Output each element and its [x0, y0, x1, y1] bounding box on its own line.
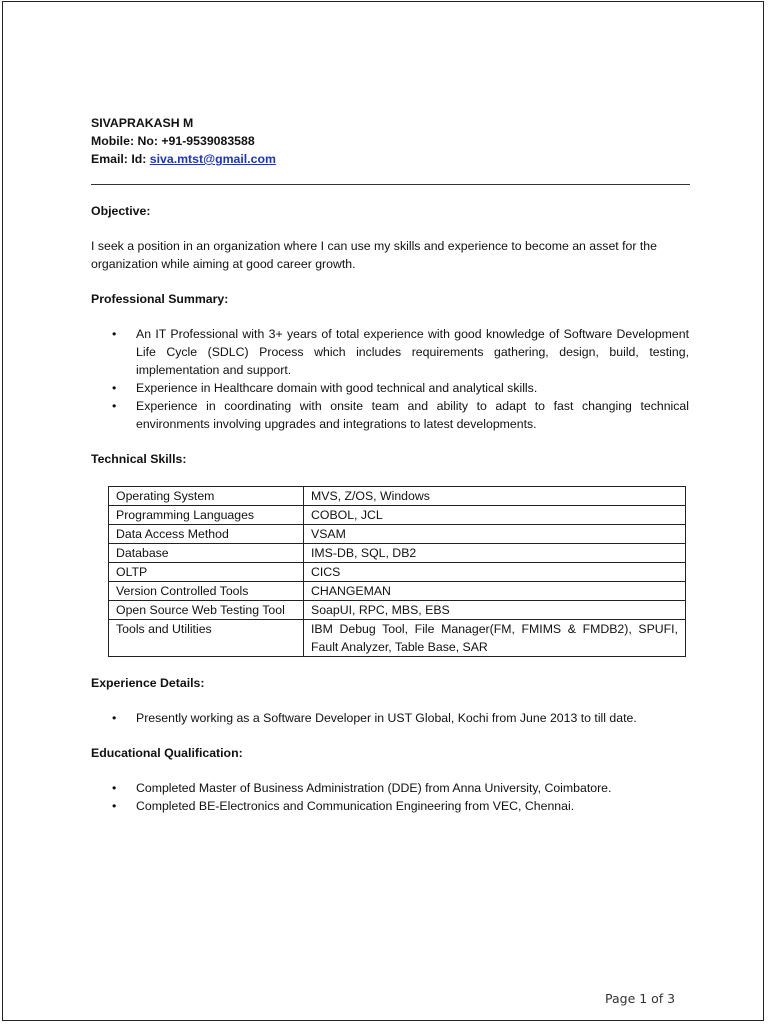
skill-category: Operating System: [109, 487, 304, 506]
skill-category: Database: [109, 544, 304, 563]
skill-value: SoapUI, RPC, MBS, EBS: [304, 601, 686, 620]
bullet-icon: •: [112, 781, 117, 795]
skill-value: IMS-DB, SQL, DB2: [304, 544, 686, 563]
list-item: [91, 709, 689, 727]
email-link[interactable]: siva.mtst@gmail.com: [149, 152, 276, 166]
skill-value: COBOL, JCL: [304, 506, 686, 525]
experience-heading: Experience Details:: [91, 676, 205, 690]
bullet-icon: •: [112, 327, 117, 341]
experience-item-text: Presently working as a Software Developer in UST Global, Kochi from June 2013 to till date.: [136, 711, 637, 725]
education-heading: Educational Qualification:: [91, 746, 243, 760]
skills-heading: Technical Skills:: [91, 452, 187, 466]
skill-category: Tools and Utilities: [109, 620, 304, 657]
skill-category: Data Access Method: [109, 525, 304, 544]
skill-value: IBM Debug Tool, File Manager(FM, FMIMS & FMDB2), SPUFI, Fault Analyzer, Table Base, SAR: [304, 620, 686, 657]
skill-category: Open Source Web Testing Tool: [109, 601, 304, 620]
skill-value: CICS: [304, 563, 686, 582]
bullet-icon: •: [112, 799, 117, 813]
table-row: [109, 525, 686, 544]
table-row: [109, 582, 686, 601]
bullet-icon: •: [112, 381, 117, 395]
table-row: [109, 563, 686, 582]
table-row: [109, 620, 686, 657]
list-item: [91, 797, 689, 815]
skill-value: CHANGEMAN: [304, 582, 686, 601]
summary-list: [91, 325, 689, 433]
objective-text: I seek a position in an organization where I can use my skills and experience to become an asset for the organization while aiming at good career growth.: [91, 239, 657, 271]
skill-category: Programming Languages: [109, 506, 304, 525]
header-divider: [91, 184, 690, 185]
summary-item-text: Experience in coordinating with onsite team and ability to adapt to fast changing technical environments involving upgrades and integrations to latest developments.: [136, 399, 689, 431]
mobile-number: Mobile: No: +91-9539083588: [91, 134, 255, 148]
summary-heading: Professional Summary:: [91, 292, 229, 306]
education-list: [91, 779, 689, 815]
candidate-name: SIVAPRAKASH M: [91, 116, 194, 130]
list-item: [91, 379, 689, 397]
summary-item-text: An IT Professional with 3+ years of total experience with good knowledge of Software Development Life Cycle (SDLC) Process which includes requirements gathering, design, build, testing, implementation and support.: [136, 327, 689, 377]
table-row: [109, 506, 686, 525]
list-item: [91, 779, 689, 797]
education-item-text: Completed Master of Business Administration (DDE) from Anna University, Coimbatore.: [136, 781, 612, 795]
skills-table: [108, 486, 686, 657]
skill-value: MVS, Z/OS, Windows: [304, 487, 686, 506]
education-item-text: Completed BE-Electronics and Communication Engineering from VEC, Chennai.: [136, 799, 575, 813]
bullet-icon: •: [112, 399, 117, 413]
experience-list: [91, 709, 689, 727]
table-row: [109, 487, 686, 506]
list-item: [91, 325, 689, 379]
resume-content: [91, 114, 689, 815]
skill-value: VSAM: [304, 525, 686, 544]
email-label: Email: Id:: [91, 152, 150, 166]
skill-category: Version Controlled Tools: [109, 582, 304, 601]
email-line: [91, 150, 689, 168]
skill-category: OLTP: [109, 563, 304, 582]
page-number: Page 1 of 3: [605, 991, 676, 1006]
table-row: [109, 601, 686, 620]
list-item: [91, 397, 689, 433]
table-row: [109, 544, 686, 563]
objective-heading: Objective:: [91, 204, 151, 218]
summary-item-text: Experience in Healthcare domain with good technical and analytical skills.: [136, 381, 538, 395]
bullet-icon: •: [112, 711, 117, 725]
